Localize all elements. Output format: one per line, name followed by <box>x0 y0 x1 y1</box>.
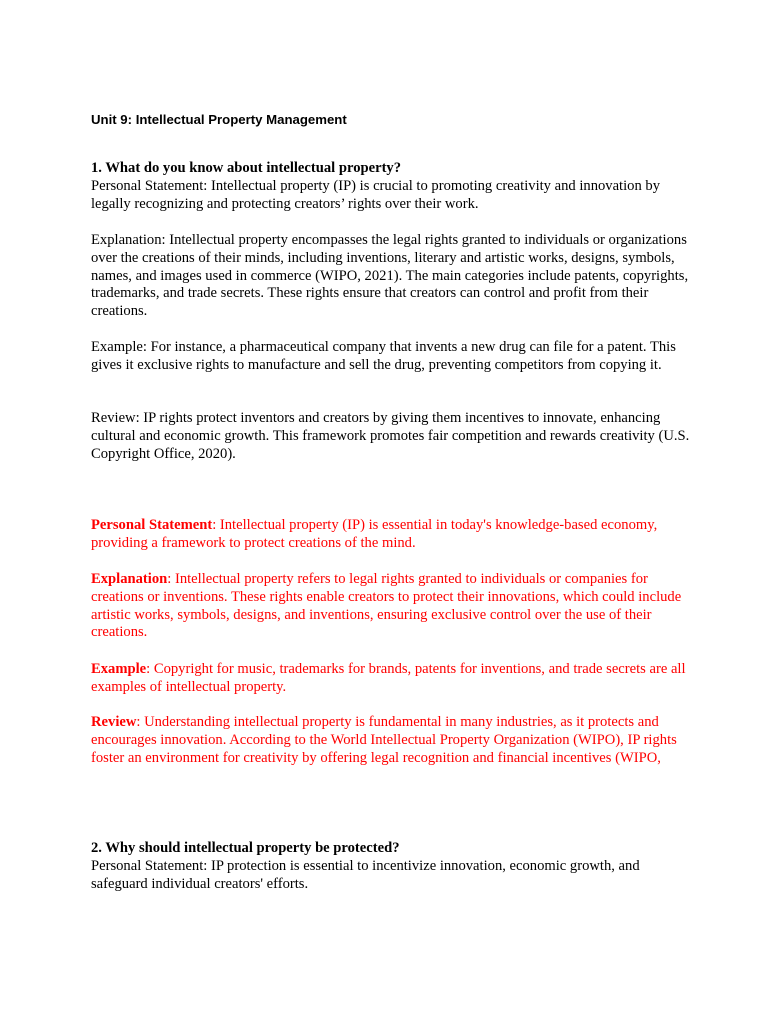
q1-personal-statement: Personal Statement: Intellectual property (IP) is crucial to promoting creativity and innovation by legally recognizing and protecting creators’ rights over their work. <box>91 177 661 212</box>
red-ex-label: Example <box>91 661 147 677</box>
q1-explanation: Explanation: Intellectual property encompasses the legal rights granted to individuals or organizations over the creations of their minds, including inventions, literary and artistic works, designs, symbols, names, and images used in commerce (WIPO, 2021). The main categories include patents, copyrights, trademarks, and trade secrets. These rights ensure that creators can control and profit from their creations. <box>91 232 689 320</box>
red-rev-text: : Understanding intellectual property is fundamental in many industries, as it protects and encourages innovation. According to the World Intellectual Property Organization (WIPO), IP rights foster an environment for creativity by offering legal recognition and financial incentives (WIPO, <box>91 714 677 766</box>
q1-review: Review: IP rights protect inventors and creators by giving them incentives to innovate, enhancing cultural and economic growth. This framework promotes fair competition and rewards creativity (U.S. Copyright Office, 2020). <box>91 410 690 462</box>
red-personal-statement <box>91 517 691 553</box>
red-review <box>91 714 691 767</box>
q2-personal-statement: Personal Statement: IP protection is essential to incentivize innovation, economic growth, and safeguard individual creators' efforts. <box>91 857 640 892</box>
q1-explanation-block <box>91 232 691 321</box>
red-ps-text: : Intellectual property (IP) is essential in today's knowledge-based economy, providing a framework to protect creations of the mind. <box>91 517 658 551</box>
red-exp-text: : Intellectual property refers to legal rights granted to individuals or companies for creations or inventions. These rights enable creators to protect their innovations, which could include artistic works, symbols, designs, and inventions, ensuring exclusive control over the use of their creations. <box>91 571 682 641</box>
question-2-block <box>91 840 691 893</box>
red-explanation <box>91 571 691 642</box>
red-exp-label: Explanation <box>91 571 168 587</box>
red-ps-label: Personal Statement <box>91 517 213 533</box>
q1-example-block <box>91 339 691 375</box>
question-1-block <box>91 160 691 213</box>
red-rev-label: Review <box>91 714 137 730</box>
q1-example: Example: For instance, a pharmaceutical company that invents a new drug can file for a patent. This gives it exclusive rights to manufacture and sell the drug, preventing competitors from copying it. <box>91 339 676 373</box>
red-ex-text: : Copyright for music, trademarks for brands, patents for inventions, and trade secrets are all examples of intellectual property. <box>91 661 686 695</box>
unit-title: Unit 9: Intellectual Property Management <box>91 112 347 127</box>
red-example <box>91 661 691 697</box>
q1-review-block <box>91 410 691 463</box>
question-1-heading: 1. What do you know about intellectual property? <box>91 160 402 176</box>
question-2-heading: 2. Why should intellectual property be protected? <box>91 840 400 856</box>
